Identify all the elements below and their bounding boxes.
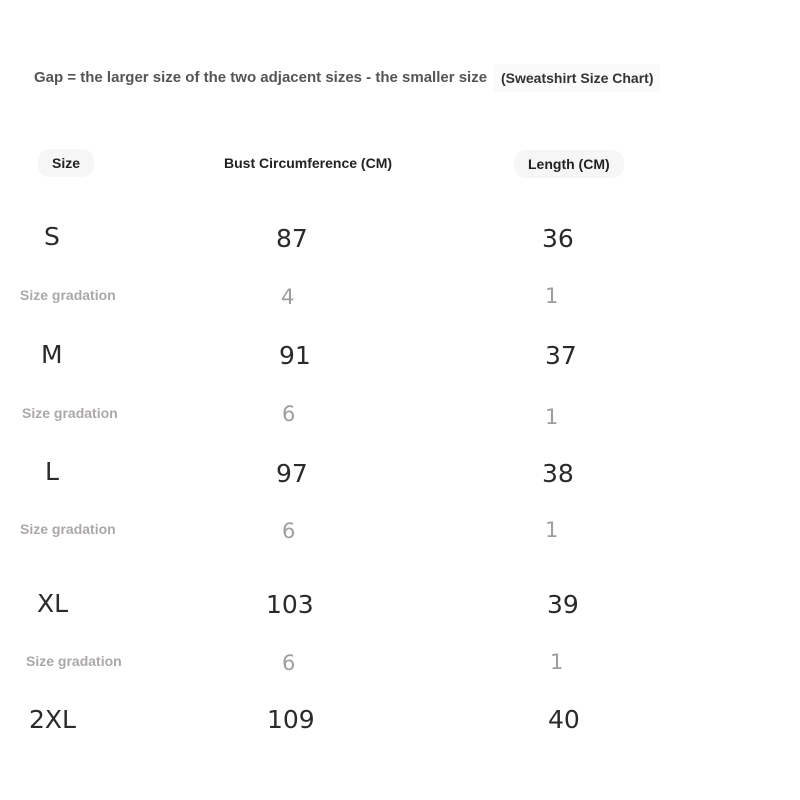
gradation-length-3: 1 bbox=[545, 518, 559, 542]
header-length: Length (CM) bbox=[514, 150, 624, 178]
header-size: Size bbox=[38, 149, 94, 177]
chart-title: (Sweatshirt Size Chart) bbox=[494, 64, 660, 92]
length-value-xl: 39 bbox=[547, 590, 579, 619]
gradation-length-1: 1 bbox=[545, 284, 559, 308]
header-bust: Bust Circumference (CM) bbox=[224, 155, 393, 171]
gap-note: Gap = the larger size of the two adjacent sizes - the smaller size bbox=[34, 69, 488, 86]
length-value-l: 38 bbox=[542, 459, 574, 488]
size-label-l: L bbox=[45, 457, 59, 486]
size-label-s: S bbox=[44, 222, 60, 251]
gradation-bust-2: 6 bbox=[282, 402, 296, 426]
length-value-m: 37 bbox=[545, 341, 577, 370]
gradation-label-2: Size gradation bbox=[22, 405, 118, 421]
size-label-xl: XL bbox=[37, 589, 69, 618]
length-value-2xl: 40 bbox=[548, 705, 580, 734]
gradation-label-3: Size gradation bbox=[20, 521, 116, 537]
bust-value-xl: 103 bbox=[266, 590, 314, 619]
gradation-length-4: 1 bbox=[550, 650, 564, 674]
gradation-bust-3: 6 bbox=[282, 519, 296, 543]
gradation-label-1: Size gradation bbox=[20, 287, 116, 303]
length-value-s: 36 bbox=[542, 224, 574, 253]
gradation-bust-4: 6 bbox=[282, 651, 296, 675]
gradation-label-4: Size gradation bbox=[26, 653, 122, 669]
size-label-2xl: 2XL bbox=[29, 705, 76, 734]
gradation-bust-1: 4 bbox=[281, 285, 295, 309]
gradation-length-2: 1 bbox=[545, 405, 559, 429]
size-label-m: M bbox=[41, 340, 63, 369]
bust-value-s: 87 bbox=[276, 224, 308, 253]
bust-value-2xl: 109 bbox=[267, 705, 315, 734]
bust-value-m: 91 bbox=[279, 341, 311, 370]
bust-value-l: 97 bbox=[276, 459, 308, 488]
